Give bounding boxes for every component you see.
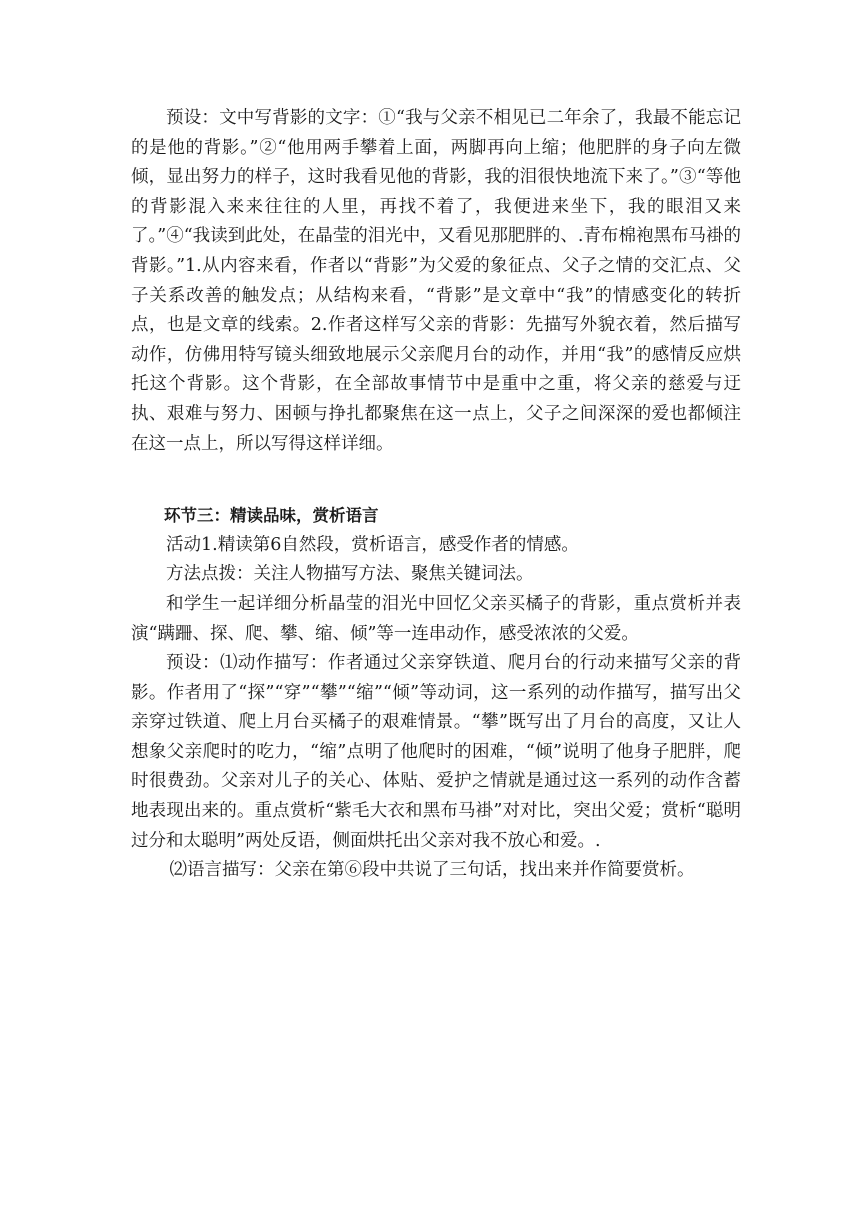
method-line: 方法点拨：关注人物描写方法、聚焦关键词法。 bbox=[166, 564, 534, 585]
preset-action-paragraph: 预设：⑴动作描写：作者通过父亲穿铁道、爬月台的行动来描写父亲的背影。作者用了“探”“穿”“攀”“缩”“倾”等动词，这一系列的动作描写，描写出父亲穿过铁道、爬上月台买橘子的艰难情景。“攀”既写出了月台的高度，又让人想象父亲爬时的吃力，“缩”点明了他爬时的困难，“倾”说明了他身子肥胖，爬时很费劲。父亲对儿子的关心、体贴、爱护之情就是通过这一系列的动作含蓄地表现出来的。重点赏析“紫毛大衣和黑布马褂”对对比，突出父爱；赏析“聪明过分和太聪明”两处反语，侧面烘托出父亲对我不放心和爱。. bbox=[131, 653, 741, 851]
preset-paragraph-back-view: 预设：文中写背影的文字：①“我与父亲不相见已二年余了，我最不能忘记的是他的背影。”②“他用两手攀着上面，两脚再向上缩；他肥胖的身子向左微倾，显出努力的样子，这时我看见他的背影，我的泪很快地流下来了。”③“等他的背影混入来来往往的人里，再找不着了，我便进来坐下，我的眼泪又来了。”④“我读到此处，在晶莹的泪光中，又看见那肥胖的、.青布棉袍黑布马褂的背影。”1.从内容来看，作者以“背影”为父爱的象征点、父子之情的交汇点、父子关系改善的触发点；从结构来看，“背影”是文章中“我”的情感变化的转折点，也是文章的线索。2.作者这样写父亲的背影：先描写外貌衣着，然后描写动作，仿佛用特写镜头细致地展示父亲爬月台的动作，并用“我”的感情反应烘托这个背影。这个背影，在全部故事情节中是重中之重，将父亲的慈爱与迂执、艰难与努力、困顿与挣扎都聚焦在这一点上，父子之间深深的爱也都倾注在这一点上，所以写得这样详细。 bbox=[131, 108, 741, 454]
section-heading: 环节三：精读品味，赏析语言 bbox=[164, 506, 379, 526]
activity-line: 活动1.精读第6自然段，赏析语言，感受作者的情感。 bbox=[166, 534, 579, 555]
preset-language-line: ⑵语言描写：父亲在第⑥段中共说了三句话，找出来并作简要赏析。 bbox=[169, 860, 695, 881]
analysis-paragraph: 和学生一起详细分析晶莹的泪光中回忆父亲买橘子的背影，重点赏析并表演“蹒跚、探、爬、攀、缩、倾”等一连串动作，感受浓浓的父爱。 bbox=[131, 593, 741, 644]
document-body bbox=[131, 104, 741, 886]
